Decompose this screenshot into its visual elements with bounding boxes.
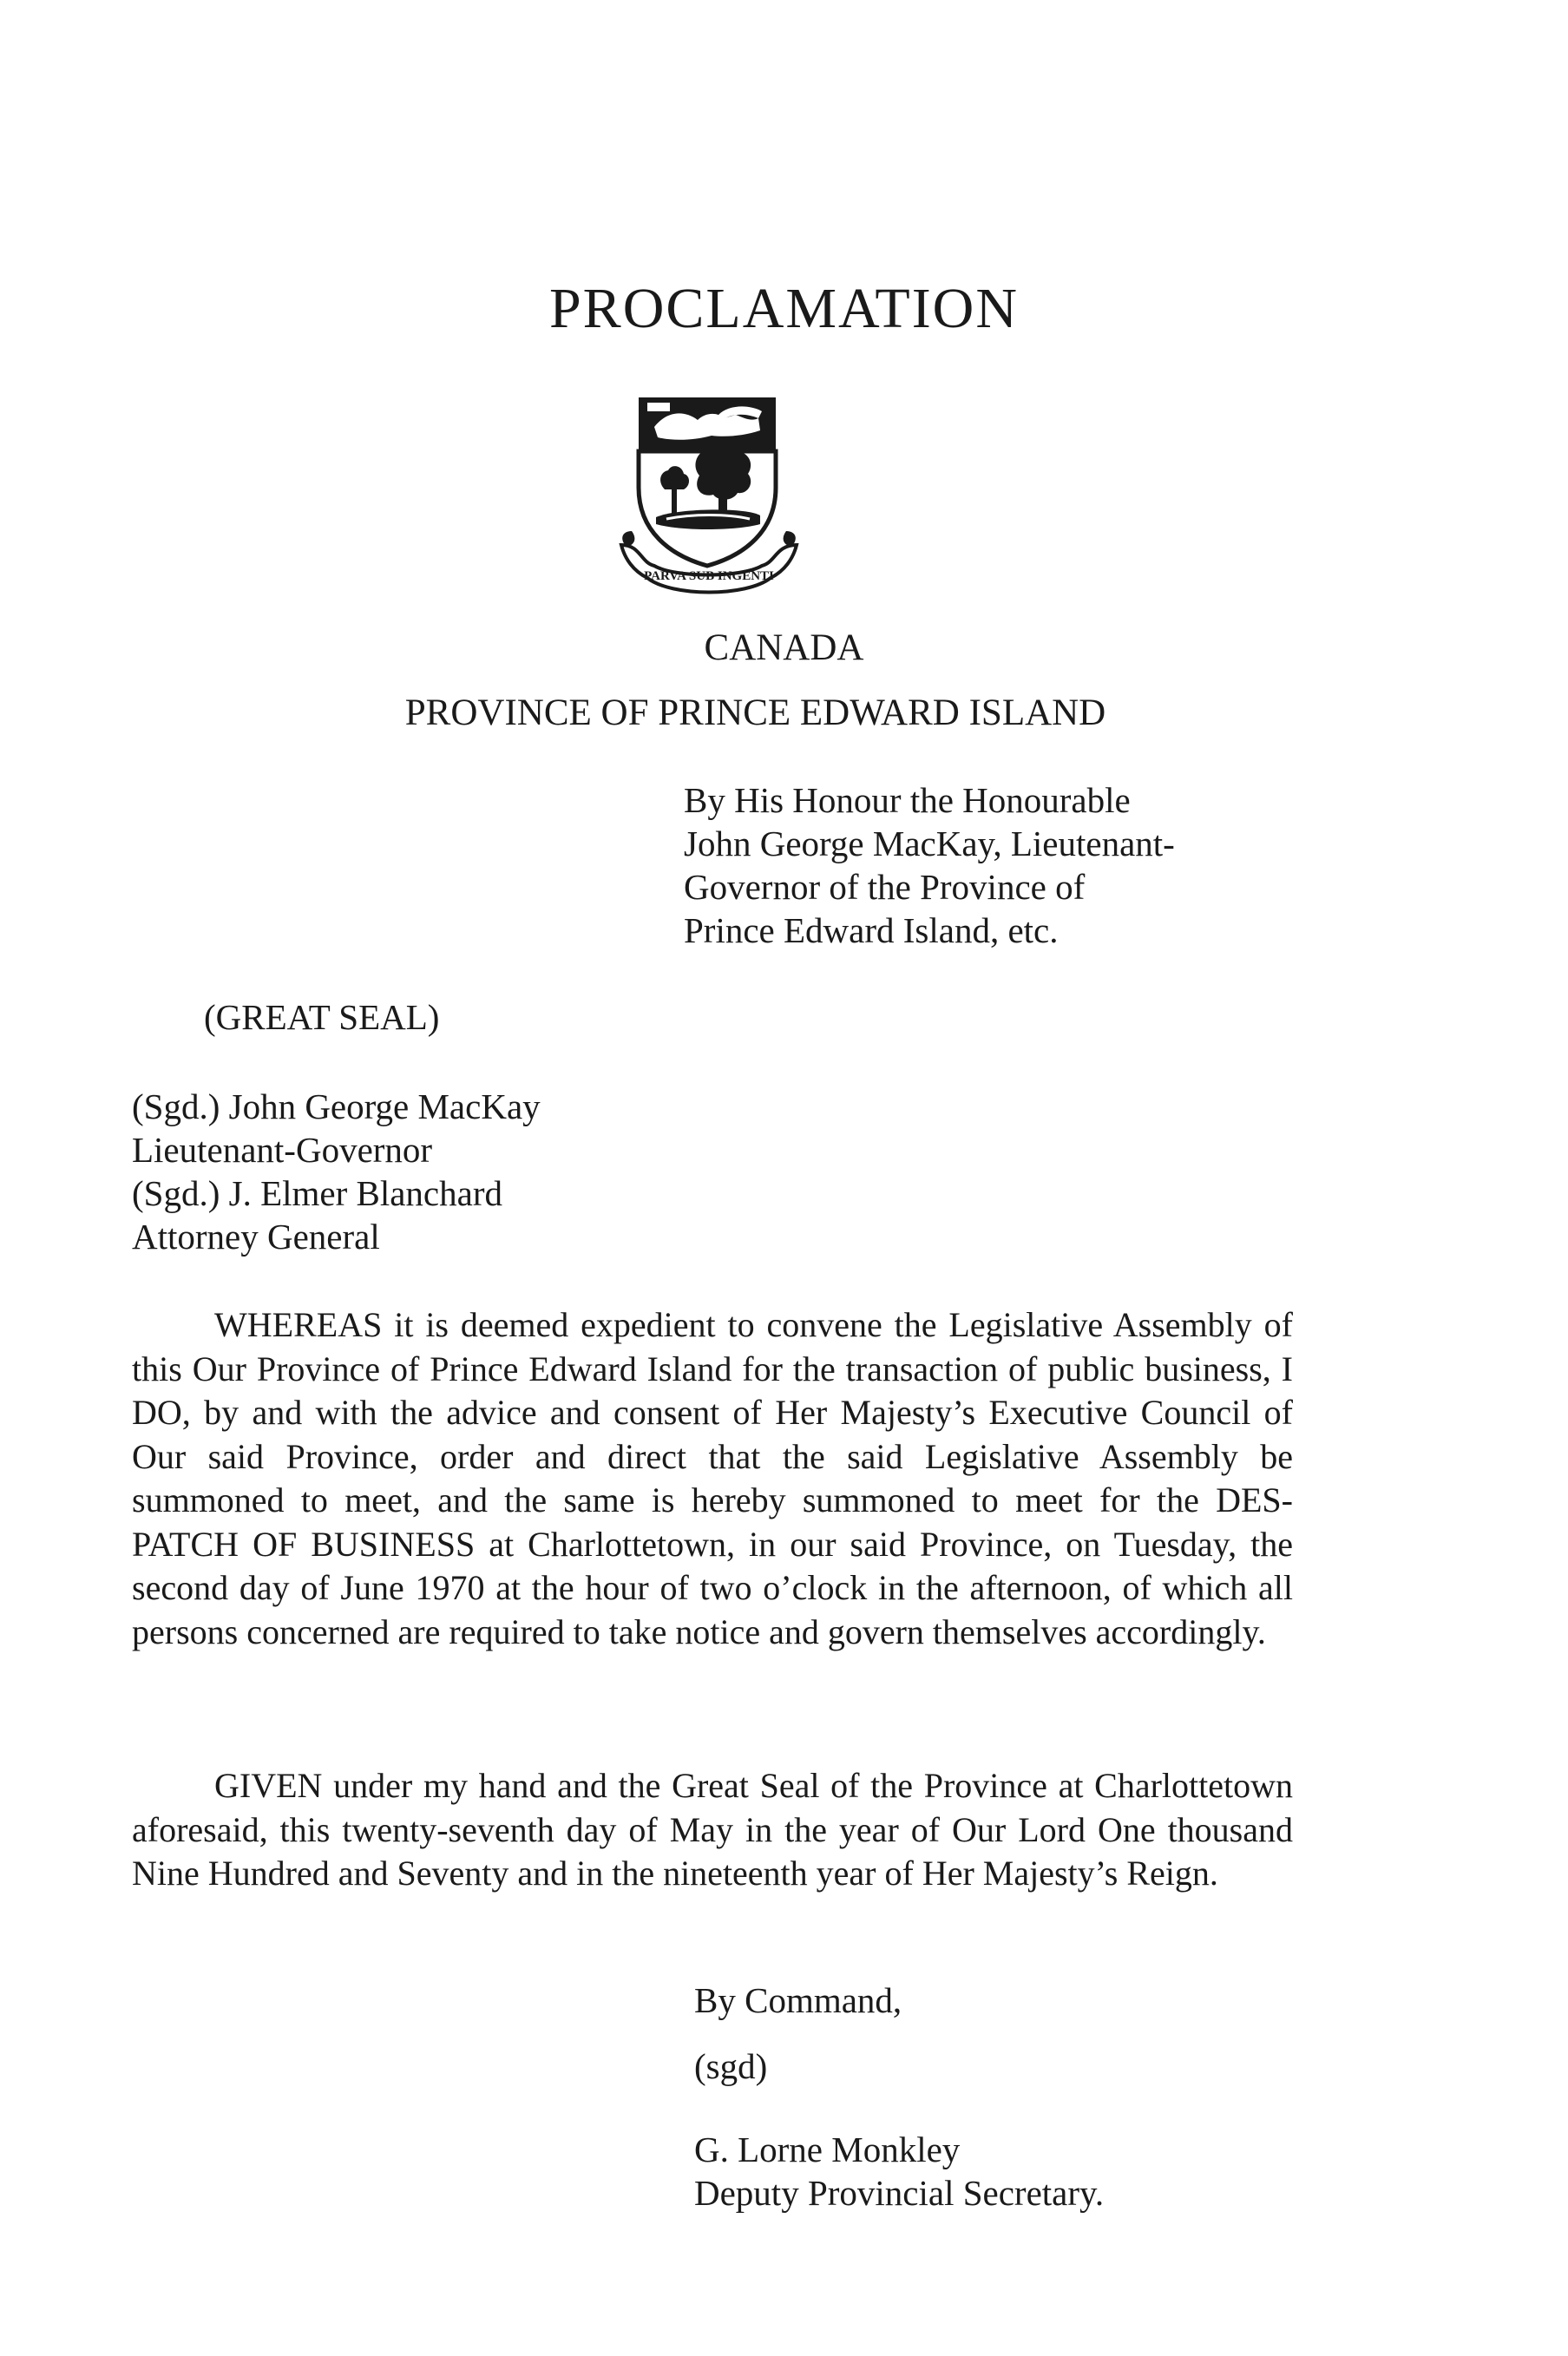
by-command: By Command, — [694, 1980, 902, 2020]
signatory-line: (Sgd.) John George MacKay — [132, 1086, 541, 1126]
closing-signatory-block — [694, 2128, 1104, 2215]
authority-line: By His Honour the Honourable — [684, 780, 1131, 820]
signatory-line: Attorney General — [132, 1217, 380, 1257]
authority-line: John George MacKay, Lieutenant- — [684, 824, 1175, 863]
authority-block — [684, 778, 1175, 952]
great-seal-label: (GREAT SEAL) — [204, 997, 440, 1037]
crest-motto: PARVA SUB INGENTI — [644, 569, 774, 583]
given-paragraph: GIVEN under my hand and the Great Seal of the Province at Charlottetown aforesaid, this twenty-seventh day of May in the year of Our Lord One thousand Nine Hundred and Seventy and in the nineteenth year of Her Majesty’s Reign. — [132, 1766, 1293, 1893]
authority-line: Prince Edward Island, etc. — [684, 910, 1059, 950]
closing-signatory-title: Deputy Provincial Secretary. — [694, 2173, 1105, 2213]
country-heading: CANADA — [704, 627, 864, 668]
sgd-mark: (sgd) — [694, 2046, 768, 2086]
closing-signatory-name: G. Lorne Monkley — [694, 2130, 961, 2169]
province-heading: PROVINCE OF PRINCE EDWARD ISLAND — [404, 692, 1106, 733]
signatory-line: (Sgd.) J. Elmer Blanchard — [132, 1173, 502, 1213]
signatories-block — [132, 1085, 541, 1258]
page-title: PROCLAMATION — [548, 277, 1020, 340]
coat-of-arms-icon — [614, 392, 804, 600]
signatory-line: Lieutenant-Governor — [132, 1130, 433, 1170]
whereas-paragraph: WHEREAS it is deemed expedient to convene the Legislative Assembly of this Our Province of Prince Edward Island for the transaction of public business, I DO, by and with the advice and consent of Her Majesty’s Executive Council of Our said Province, order and direct that the said Legislative Assembly be summoned to meet, and the same is hereby summoned to meet for the DES-PATCH OF BUSINESS at Charlottetown, in our said Province, on Tuesday, the second day of June 1970 at the hour of two o’clock in the afternoon, of which all persons concerned are required to take notice and govern themselves accordingly. — [132, 1305, 1293, 1651]
authority-line: Governor of the Province of — [684, 867, 1086, 907]
